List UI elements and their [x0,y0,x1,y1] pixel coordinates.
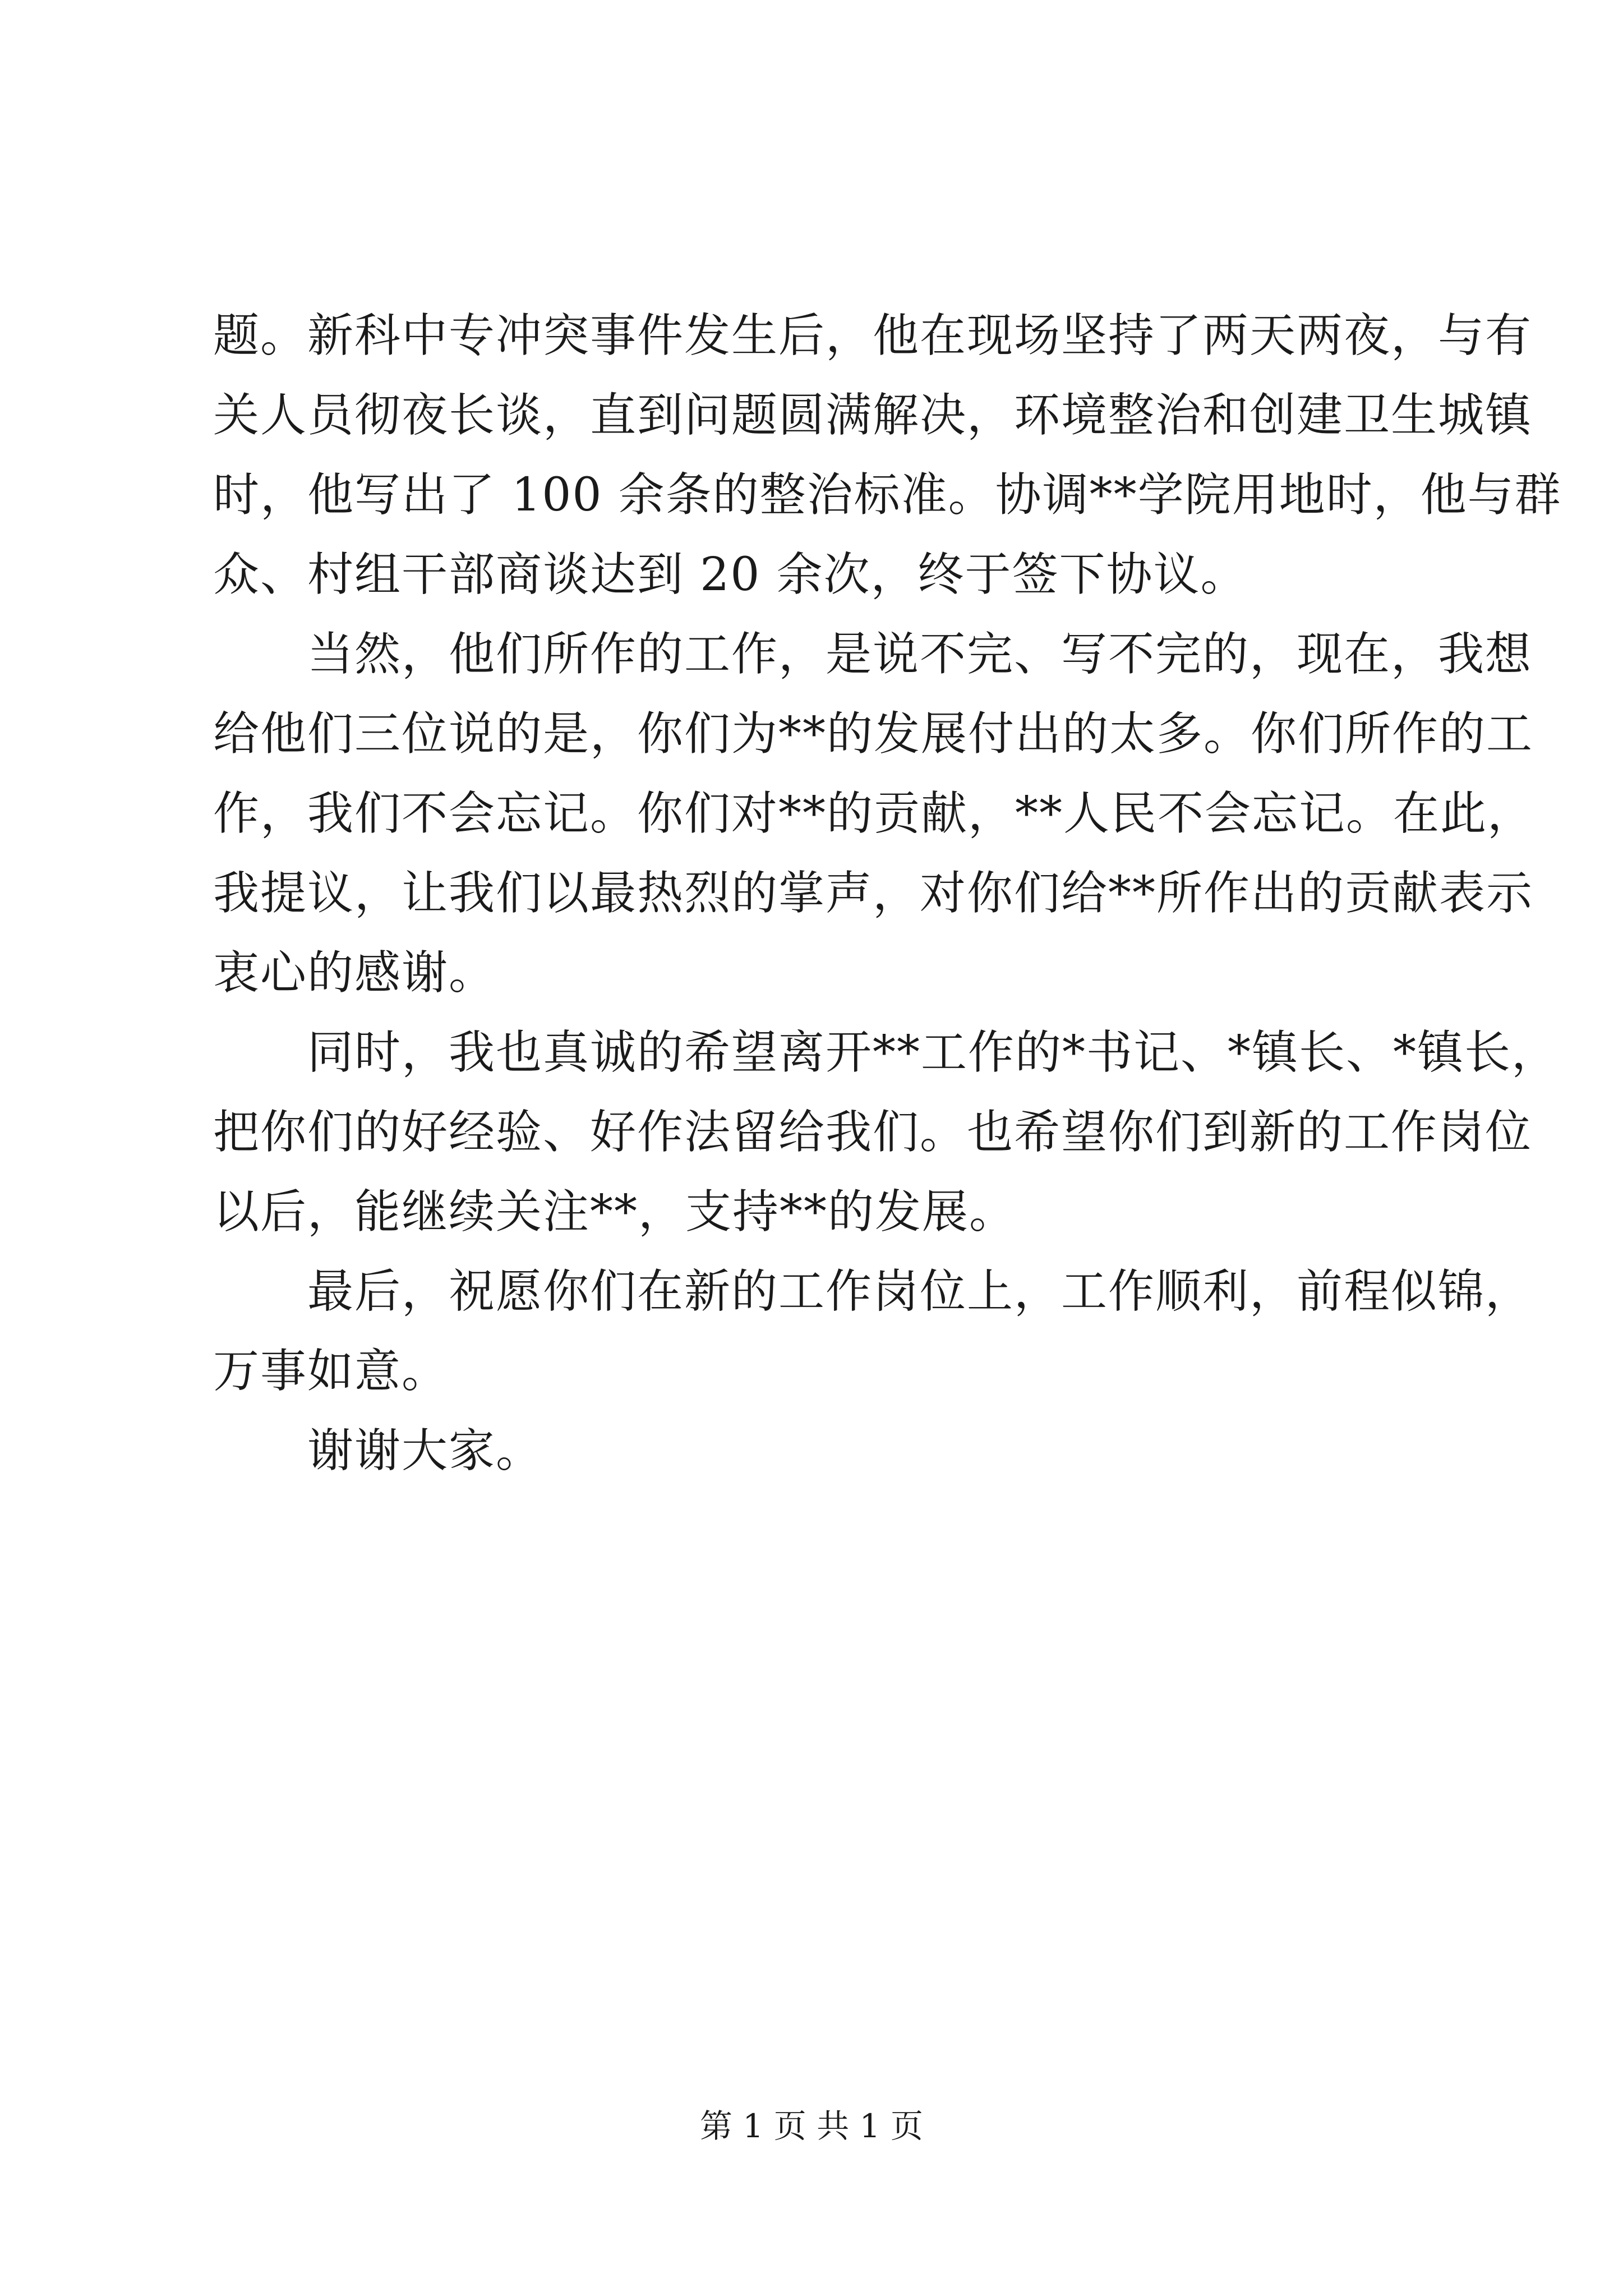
body-line: 万事如意。 [213,1345,449,1398]
body-line: 把你们的好经验、好作法留给我们。也希望你们到新的工作岗位 [213,1106,1533,1159]
body-line: 题。新科中专冲突事件发生后，他在现场坚持了两天两夜，与有 [213,309,1533,362]
body-line: 我提议，让我们以最热烈的掌声，对你们给**所作出的贡献表示 [213,867,1534,920]
page-footer [0,2104,1623,2148]
body-line: 当然，他们所作的工作，是说不完、写不完的，现在，我想 [213,628,1533,681]
body-line: 关人员彻夜长谈，直到问题圆满解决，环境整治和创建卫生城镇 [213,389,1533,442]
body-line: 谢谢大家。 [213,1424,543,1478]
body-line: 时，他写出了 100 余条的整治标准。协调**学院用地时，他与群 [213,468,1562,522]
body-line: 最后，祝愿你们在新的工作岗位上，工作顺利，前程似锦， [213,1265,1533,1318]
body-line: 给他们三位说的是，你们为**的发展付出的太多。你们所作的工 [213,707,1534,761]
document-body [213,296,1562,1491]
body-line: 以后，能继续关注**，支持**的发展。 [213,1185,1017,1239]
body-line: 衷心的感谢。 [213,946,496,1000]
body-line: 作，我们不会忘记。你们对**的贡献，**人民不会忘记。在此， [213,787,1535,840]
page-number-label: 第 1 页 共 1 页 [700,2107,923,2145]
body-line: 同时，我也真诚的希望离开**工作的*书记、*镇长、*镇长， [213,1026,1559,1079]
body-line: 众、村组干部商谈达到 20 余次，终于签下协议。 [213,548,1248,601]
